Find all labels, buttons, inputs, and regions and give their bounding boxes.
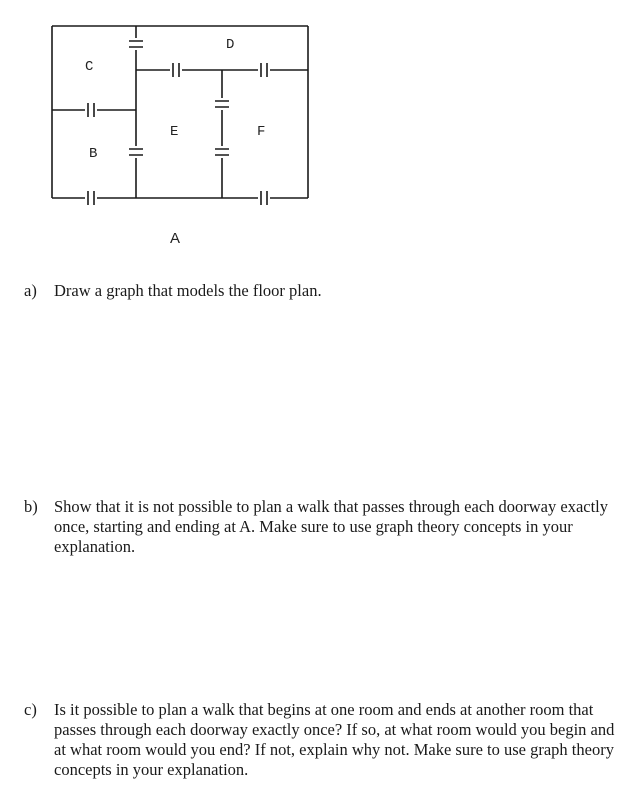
- question-b-letter: b): [24, 497, 38, 516]
- question-b: [24, 497, 624, 557]
- floor-plan-diagram: [0, 0, 632, 260]
- question-a-letter: a): [24, 281, 37, 300]
- door-marker-a-b: [88, 191, 94, 205]
- door-marker-e-f-lower: [215, 149, 229, 155]
- door-marker-a-f: [261, 191, 267, 205]
- room-label-e: E: [170, 124, 179, 140]
- room-label-b: B: [89, 146, 98, 162]
- question-c: [24, 700, 624, 780]
- question-a: [24, 281, 624, 301]
- question-c-text: Is it possible to plan a walk that begins at one room and ends at another room that passes through each doorway exactly once? If so, at what room would you begin and at what room would you end? If not, explain why not. Make sure to use graph theory concepts in your explanation.: [54, 700, 615, 779]
- door-marker-b-c: [88, 103, 94, 117]
- door-marker-e-f-upper: [215, 101, 229, 107]
- room-label-a: A: [170, 230, 181, 247]
- room-label-d: D: [226, 37, 235, 53]
- door-marker-d-f: [261, 63, 267, 77]
- door-marker-b-e: [129, 149, 143, 155]
- room-label-c: C: [85, 59, 94, 75]
- question-b-text: Show that it is not possible to plan a walk that passes through each doorway exactly once, starting and ending at A. Make sure to use graph theory concepts in your explanation.: [54, 497, 609, 556]
- door-marker-c-d: [129, 41, 143, 47]
- question-c-letter: c): [24, 700, 37, 719]
- door-marker-d-e: [173, 63, 179, 77]
- room-label-f: F: [257, 124, 266, 140]
- question-a-text: Draw a graph that models the floor plan.: [54, 281, 322, 300]
